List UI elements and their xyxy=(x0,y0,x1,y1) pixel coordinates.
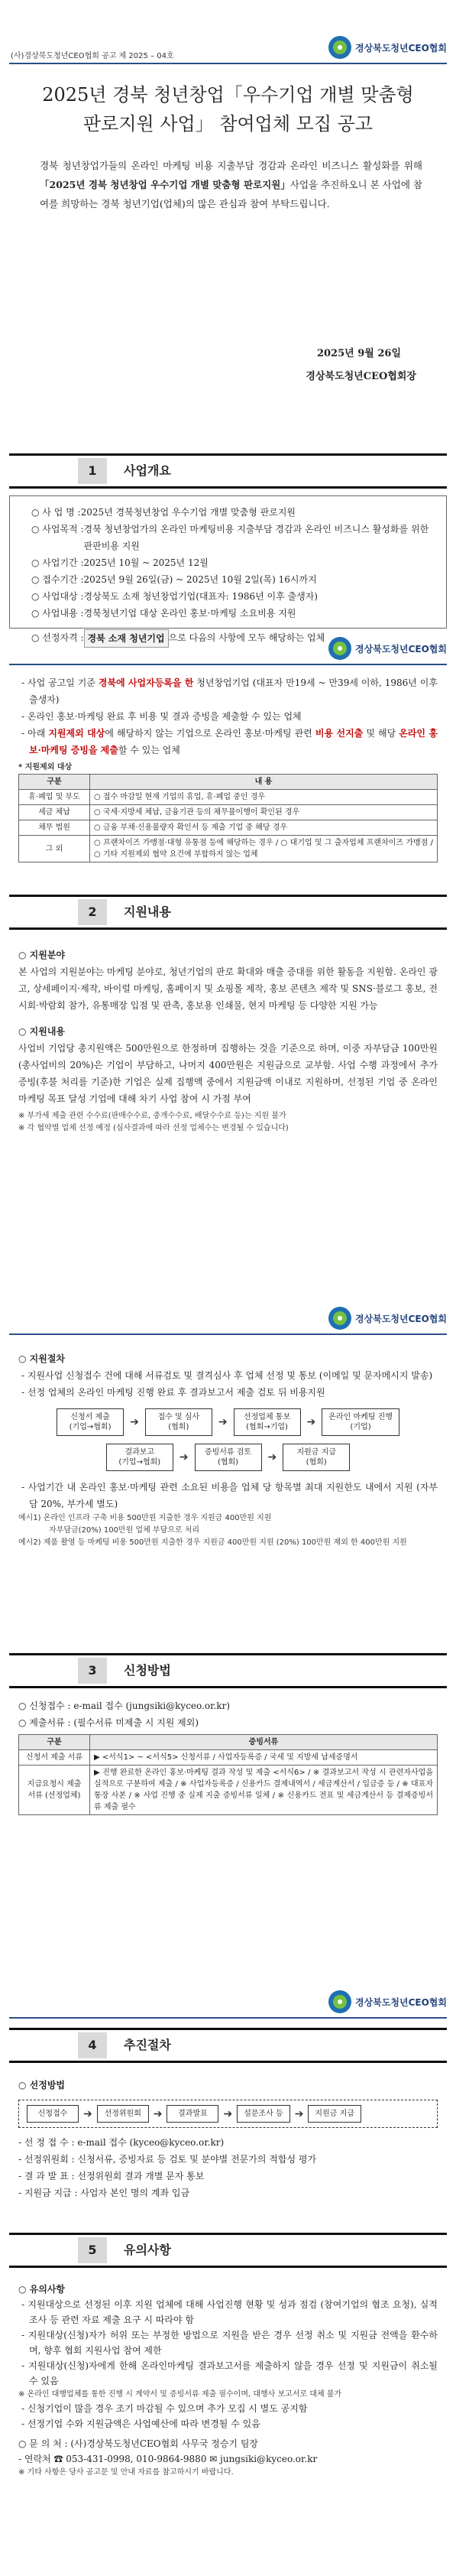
overview-row: ○ 사업내용 : 경북청년기업 대상 온라인 홍보·마케팅 소요비용 지원 xyxy=(31,608,296,619)
procedure-flow-1: 신청서 제출 (기업→협회) ➔ 접수 및 심사 (협회) ➔ 선정업체 통보 (협회→기업) ➔ 온라인 마케팅 진행 (기업) xyxy=(18,1408,438,1436)
arrow-right-icon: ➔ xyxy=(83,2107,92,2120)
title-line-2: 판로지원 사업」 참여업체 모집 공고 xyxy=(82,113,374,135)
table-row: 채무 법원 ○ 금융 부채·신용불량자 확인서 등 제출 기업 중 해당 경우 xyxy=(19,820,438,836)
logo-mark-icon xyxy=(328,637,351,660)
title-line-1: 2025년 경북 청년창업「우수기업 개별 맞춤형 xyxy=(42,84,414,106)
overview-box xyxy=(9,495,447,644)
arrow-right-icon: ➔ xyxy=(130,1416,139,1428)
announcing-organization: 경상북도청년CEO협회장 xyxy=(306,371,416,382)
page-title xyxy=(31,80,425,138)
exclusion-table-title: * 지원제외 대상 xyxy=(18,763,73,772)
intro-text-1: 경북 청년창업가들의 온라인 마케팅 비용 지출부담 경감과 온라인 비즈니스 활성화를 위해 xyxy=(40,160,422,171)
procedure-flow-2: 결과보고 (기업→협회) ➔ 증빙서류 검토 (협회) ➔ 지원금 지급 (협회) xyxy=(18,1444,438,1471)
arrow-right-icon: ➔ xyxy=(267,1451,277,1463)
contact-line: ○ 문 의 처 : (사)경상북도청년CEO협회 사무국 정승기 팀장 xyxy=(18,2438,259,2449)
overview-row: ○ 사업목적 : 경북 청년창업가의 온라인 마케팅비용 지출부담 경감과 온라인 비즈니스 활성화를 위한 판판비용 지원 xyxy=(31,524,429,551)
list-item: - 지원대상으로 선정된 이후 지원 업체에 대해 사업진행 현황 및 성과 점검 (참여기업의 협조 요청), 실적 조사 등 관련 자료 제출 요구 시 따라야 함 xyxy=(21,2299,438,2325)
documents-table xyxy=(18,1734,438,1815)
org-logo: 경상북도청년CEO협회 xyxy=(328,635,447,662)
intro-text-2: 사업을 추진하오니 본 사업에 참여를 희망하는 경북 청년기업(업체)의 많은 관심과 참여 부탁드립니다. xyxy=(40,179,422,210)
intro-bold: 「2025년 경북 청년창업 우수기업 개별 맞춤형 판로지원」 xyxy=(40,179,290,190)
list-item: - 선정기업 수와 지원금액은 사업예산에 따라 변경될 수 있음 xyxy=(21,2418,260,2429)
section-number: 1 xyxy=(78,458,107,484)
eligibility-block: - 사업 공고일 기준 경북에 사업자등록을 한 청년창업기업 (대표자 만19세 ~ 만39세 이하, 1986년 이후 출생자) - 온라인 홍보·마케팅 완료 후 비용 및 결과 증빙을 제출할 수 있는 업체 - 아래 지원제외 대상에 해당하지 않는 기업으로 온라인 홍보·마케팅 관련 비용 선지출 및 해당 온라인 홍보·마케팅 증빙을 제출할 수 있는 업체 * 지원제외 대상 구분 내 용 휴·폐업 및 부도 ○ 접수 마감일 현재 기업의 휴업, 휴·폐업 중인 경우 세금 체납 ○ 국세·지방세 체납, 금융기관 등의 채무불이행이 확인된 경우 채무 법원 ○ 금융 부채·신용불량자 확인서 등 제출 기업 중 해당 경우 그 외 ○ 프랜차이즈 가맹점·대형 유통점 등에 해당하는 경우 / ○ 대기업 및 그 출자업체 프랜차이즈 가맹점 / ○ 기타 지원제외 협약 요건에 부합하지 않는 업체 xyxy=(18,674,438,862)
section-title: 사업개요 xyxy=(124,463,171,478)
section-4-header: 4 추진절차 xyxy=(9,2028,447,2063)
header-divider xyxy=(9,2017,447,2019)
page-1 xyxy=(0,0,456,443)
intro-paragraph xyxy=(40,156,422,213)
selection-flow: 신청접수 ➔ 선정위원회 ➔ 결과발표 ➔ 설문조사 등 ➔ 지원금 지급 xyxy=(18,2100,438,2128)
header-divider xyxy=(9,664,447,665)
section-5-header: 5 유의사항 xyxy=(9,2233,447,2268)
header-divider xyxy=(9,63,447,64)
org-logo: 경상북도청년CEO협회 xyxy=(328,1988,447,2016)
list-item: - 지원대상(신청)자가 허위 또는 부정한 방법으로 지원을 받은 경우 선정 취소 및 지원금 전액을 환수하며, 향후 협회 지원사업 참여 제한 xyxy=(21,2330,438,2356)
support-field-title: ○ 지원분야 xyxy=(18,950,66,960)
overview-row-eligibility: ○ 선정자격 : 경북 소재 청년기업 으로 다음의 사항에 모두 해당하는 업체 xyxy=(31,629,437,648)
overview-row: ○ 사 업 명 : 2025년 경북청년창업 우수기업 개별 맞춤형 판로지원 xyxy=(31,507,296,518)
logo-mark-icon xyxy=(328,1990,351,2013)
header-divider xyxy=(9,1333,447,1335)
org-logo xyxy=(328,34,447,61)
arrow-right-icon: ➔ xyxy=(179,1451,189,1463)
logo-mark-icon xyxy=(328,36,351,59)
exclusion-table xyxy=(18,774,438,862)
table-row: 세금 체납 ○ 국세·지방세 체납, 금융기관 등의 채무불이행이 확인된 경우 xyxy=(19,805,438,820)
list-item: - 신청기업이 많을 경우 조기 마감될 수 있으며 추가 모집 시 별도 공지함 xyxy=(21,2403,308,2414)
arrow-right-icon: ➔ xyxy=(223,2107,233,2120)
arrow-right-icon: ➔ xyxy=(306,1416,316,1428)
announcement-date: 2025년 9월 26일 xyxy=(316,348,401,359)
notice-number: (사)경상북도청년CEO협회 공고 제 2025 – 04호 xyxy=(11,52,174,60)
table-row: 그 외 ○ 프랜차이즈 가맹점·대형 유통점 등에 해당하는 경우 / ○ 대기업 및 그 출자업체 프랜차이즈 가맹점 / ○ 기타 지원제외 협약 요건에 부합하지 않는 업체 xyxy=(19,836,438,862)
section-1-header xyxy=(9,453,447,489)
table-header-row: 구분 내 용 xyxy=(19,775,438,790)
logo-text: 경상북도청년CEO협회 xyxy=(355,42,447,54)
table-header-row: 구분 증빙서류 xyxy=(19,1735,438,1750)
table-row: 지급요청시 제출 서류 (선정업체) ▶ 진행 완료한 온라인 홍보·마케팅 결과 작성 및 제출 <서식6> / ※ 결과보고서 작성 시 관련자사업을 실적으로 구분하여 제출 / ※ 사업자등록증 / 신용카드 결제내역서 / 세금계산서 / 입금증 등 / ※ 대표자 통장 사본 / ※ 사업 진행 중 실제 지출 증빙서류 일체 / ※ 신용카드 전표 및 세금계산서 등 결제증빙서류 제출 필수 xyxy=(19,1766,438,1815)
list-item: - 지원대상(신청)자에게 한해 온라인마케팅 결과보고서를 제출하지 않을 경우 선정 및 지원금이 취소될 수 있음 xyxy=(21,2360,438,2386)
caution-block: ○ 유의사항 - 지원대상으로 선정된 이후 지원 업체에 대해 사업진행 현황 및 성과 점검 (참여기업의 협조 요청), 실적 조사 등 관련 자료 제출 요구 시 따라야 함 - 지원대상(신청)자가 허위 또는 부정한 방법으로 지원을 받은 경우 선정 취소 및 지원금 전액을 환수하며, 향후 협회 지원사업 참여 제한 - 지원대상(신청)자에게 한해 온라인마케팅 결과보고서를 제출하지 않을 경우 선정 및 지원금이 취소될 수 있음 ※ 온라인 대행업체를 통한 진행 시 계약서 및 증빙서류 제출 필수이며, 대행사 보고서로 대체 불가 - 신청기업이 많을 경우 조기 마감될 수 있으며 추가 모집 시 별도 공지함 - 선정기업 수와 지원금액은 사업예산에 따라 변경될 수 있음 ○ 문 의 처 : (사)경상북도청년CEO협회 사무국 정승기 팀장 - 연락처 ☎ 053-431-0998, 010-9864-9880 ✉ jungsiki@kyceo.or.kr ※ 기타 사항은 당사 공고문 및 안내 자료를 참고하시기 바랍니다. xyxy=(18,2277,438,2479)
process-block: ○ 선정방법 신청접수 ➔ 선정위원회 ➔ 결과발표 ➔ 설문조사 등 ➔ 지원금 지급 - 선 정 접 수 : e-mail 접수 (kyceo@kyceo.or.kr) - 선정위원회 : 신청서류, 증빙자료 등 검토 및 분야별 전문가의 적합성 평가 - 결 과 발 표 : 선정위원회 결과 개별 문자 통보 - 지원금 지급 : 사업자 본인 명의 계좌 입금 xyxy=(18,2072,438,2201)
overview-row: ○ 사업기간 : 2025년 10월 ~ 2025년 12월 xyxy=(31,557,209,568)
support-block: ○ 지원분야 본 사업의 지원분야는 마케팅 분야로, 청년기업의 판로 확대와 매출 증대를 위한 활동을 지원함. 온라인 광고, 상세페이지·제작, 바이럴 마케팅, 홈페이지 및 쇼핑몰 제작, 홍보 콘텐츠 제작 및 SNS·블로그 홍보, 전시회·박람회 참가, 유통매장 입점 및 판촉, 홍보용 인쇄물, 현지 마케팅 등 다양한 지원 가능 ○ 지원내용 사업비 기업당 총지원액은 500만원으로 한정하며 집행하는 것을 기준으로 하며, 이중 자부담금 100만원(총사업비의 20%)은 기업이 부담하고, 나머지 400만원은 지원금으로 교부함. 사업 수행 과정에서 추가 증빙(후불 처리를 기준)한 기업은 실제 집행액 중에서 지원금액 이내로 지원하며, 선정된 기업 중 온라인 마케팅 목표 달성 기업에 대해 차기 사업 참여 시 가점 부여 ※ 부가세 제출 관련 수수료(판매수수료, 중개수수료, 배달수수료 등)는 지원 불가 ※ 각 협약별 업체 선정 예정 (심사결과에 따라 선정 업체수는 변경될 수 있습니다) xyxy=(18,942,438,1135)
support-field-text: 본 사업의 지원분야는 마케팅 분야로, 청년기업의 판로 확대와 매출 증대를 위한 활동을 지원함. 온라인 광고, 상세페이지·제작, 바이럴 마케팅, 홈페이지 및 쇼핑몰 제작, 홍보 콘텐츠 제작 및 SNS·블로그 홍보, 전시회·박람회 참가, 유통매장 입점 및 판촉, 홍보용 인쇄물, 현지 마케팅 등 다양한 지원 가능 xyxy=(18,966,438,1011)
arrow-right-icon: ➔ xyxy=(153,2107,163,2120)
apply-block: ○ 신청접수 : e-mail 접수 (jungsiki@kyceo.or.kr) ○ 제출서류 : (필수서류 미제출 시 지원 제외) 구분 증빙서류 신청서 제출 서류 ▶ <서식1> ~ <서식5> 신청서류 / 사업자등록증 / 국세 및 지방세 납세증명서 지급요청시 제출 서류 (선정업체) ▶ 진행 완료한 온라인 홍보·마케팅 결과 작성 및 제출 <서식6> / ※ 결과보고서 작성 시 관련자사업을 실적으로 구분하여 제출 / ※ 사업자등록증 / 신용카드 결제내역서 / 세금계산서 / 입금증 등 / ※ 대표자 통장 사본 / ※ 사업 진행 중 실제 지출 증빙서류 일체 / ※ 신용카드 전표 및 세금계산서 등 결제증빙서류 제출 필수 xyxy=(18,1697,438,1815)
logo-mark-icon xyxy=(328,1307,351,1330)
overview-row: ○ 사업대상 : 경상북도 소재 청년창업기업(대표자: 1986년 이후 출생자) xyxy=(31,591,318,602)
table-row: 신청서 제출 서류 ▶ <서식1> ~ <서식5> 신청서류 / 사업자등록증 / 국세 및 지방세 납세증명서 xyxy=(19,1750,438,1766)
org-logo: 경상북도청년CEO협회 xyxy=(328,1304,447,1332)
section-2-header: 2 지원내용 xyxy=(9,895,447,930)
contact-phone-email: - 연락처 ☎ 053-431-0998, 010-9864-9880 ✉ jungsiki@kyceo.or.kr xyxy=(18,2454,318,2464)
section-3-header: 3 신청방법 xyxy=(9,1653,447,1688)
document-header xyxy=(9,44,447,61)
support-content-text: 사업비 기업당 총지원액은 500만원으로 한정하며 집행하는 것을 기준으로 하며, 이중 자부담금 100만원(총사업비의 20%)은 기업이 부담하고, 나머지 400만원은 지원금으로 교부함. 사업 수행 과정에서 추가 증빙(후불 처리를 기준)한 기업은 실제 집행액 중에서 지원금액 이내로 지원하며, 선정된 기업 중 온라인 마케팅 목표 달성 기업에 대해 차기 사업 참여 시 가점 부여 xyxy=(18,1043,438,1104)
procedure-block: ○ 지원절차 - 지원사업 신청접수 건에 대해 서류검토 및 결격심사 후 업체 선정 및 통보 (이메일 및 문자메시지 발송) - 선정 업체의 온라인 마케팅 진행 완료 후 결과보고서 제출 검토 뒤 비용지원 신청서 제출 (기업→협회) ➔ 접수 및 심사 (협회) ➔ 선정업체 통보 (협회→기업) ➔ 온라인 마케팅 진행 (기업) 결과보고 (기업→협회) ➔ 증빙서류 검토 (협회) ➔ 지원금 지급 (협회) - 사업기간 내 온라인 홍보·마케팅 관련 소요된 비용을 업체 당 항목별 최대 지원한도 내에서 지원 (자부담 20%, 부가세 별도) 예시1) 온라인 인프라 구축 비용 500만원 지출한 경우 지원금 400만원 지원 자부담금(20%) 100만원 업체 부담으로 처리 예시2) 제품 촬영 등 마케팅 비용 500만원 지출한 경우 지원금 400만원 지원 (20%) 100만원 제외 한 400만원 지원 xyxy=(18,1353,438,1547)
highlight-eligibility: 경북 소재 청년기업 xyxy=(84,629,169,648)
arrow-right-icon: ➔ xyxy=(294,2107,304,2120)
table-row: 휴·폐업 및 부도 ○ 접수 마감일 현재 기업의 휴업, 휴·폐업 중인 경우 xyxy=(19,790,438,805)
overview-row: ○ 접수기간 : 2025년 9월 26일(금) ~ 2025년 10월 2일(목) 16시까지 xyxy=(31,574,317,585)
list-item: ※ 온라인 대행업체를 통한 진행 시 계약서 및 증빙서류 제출 필수이며, 대행사 보고서로 대체 불가 xyxy=(18,2390,342,2399)
footnote: ※ 기타 사항은 당사 공고문 및 안내 자료를 참고하시기 바랍니다. xyxy=(18,2468,234,2477)
arrow-right-icon: ➔ xyxy=(218,1416,228,1428)
support-content-title: ○ 지원내용 xyxy=(18,1026,66,1037)
